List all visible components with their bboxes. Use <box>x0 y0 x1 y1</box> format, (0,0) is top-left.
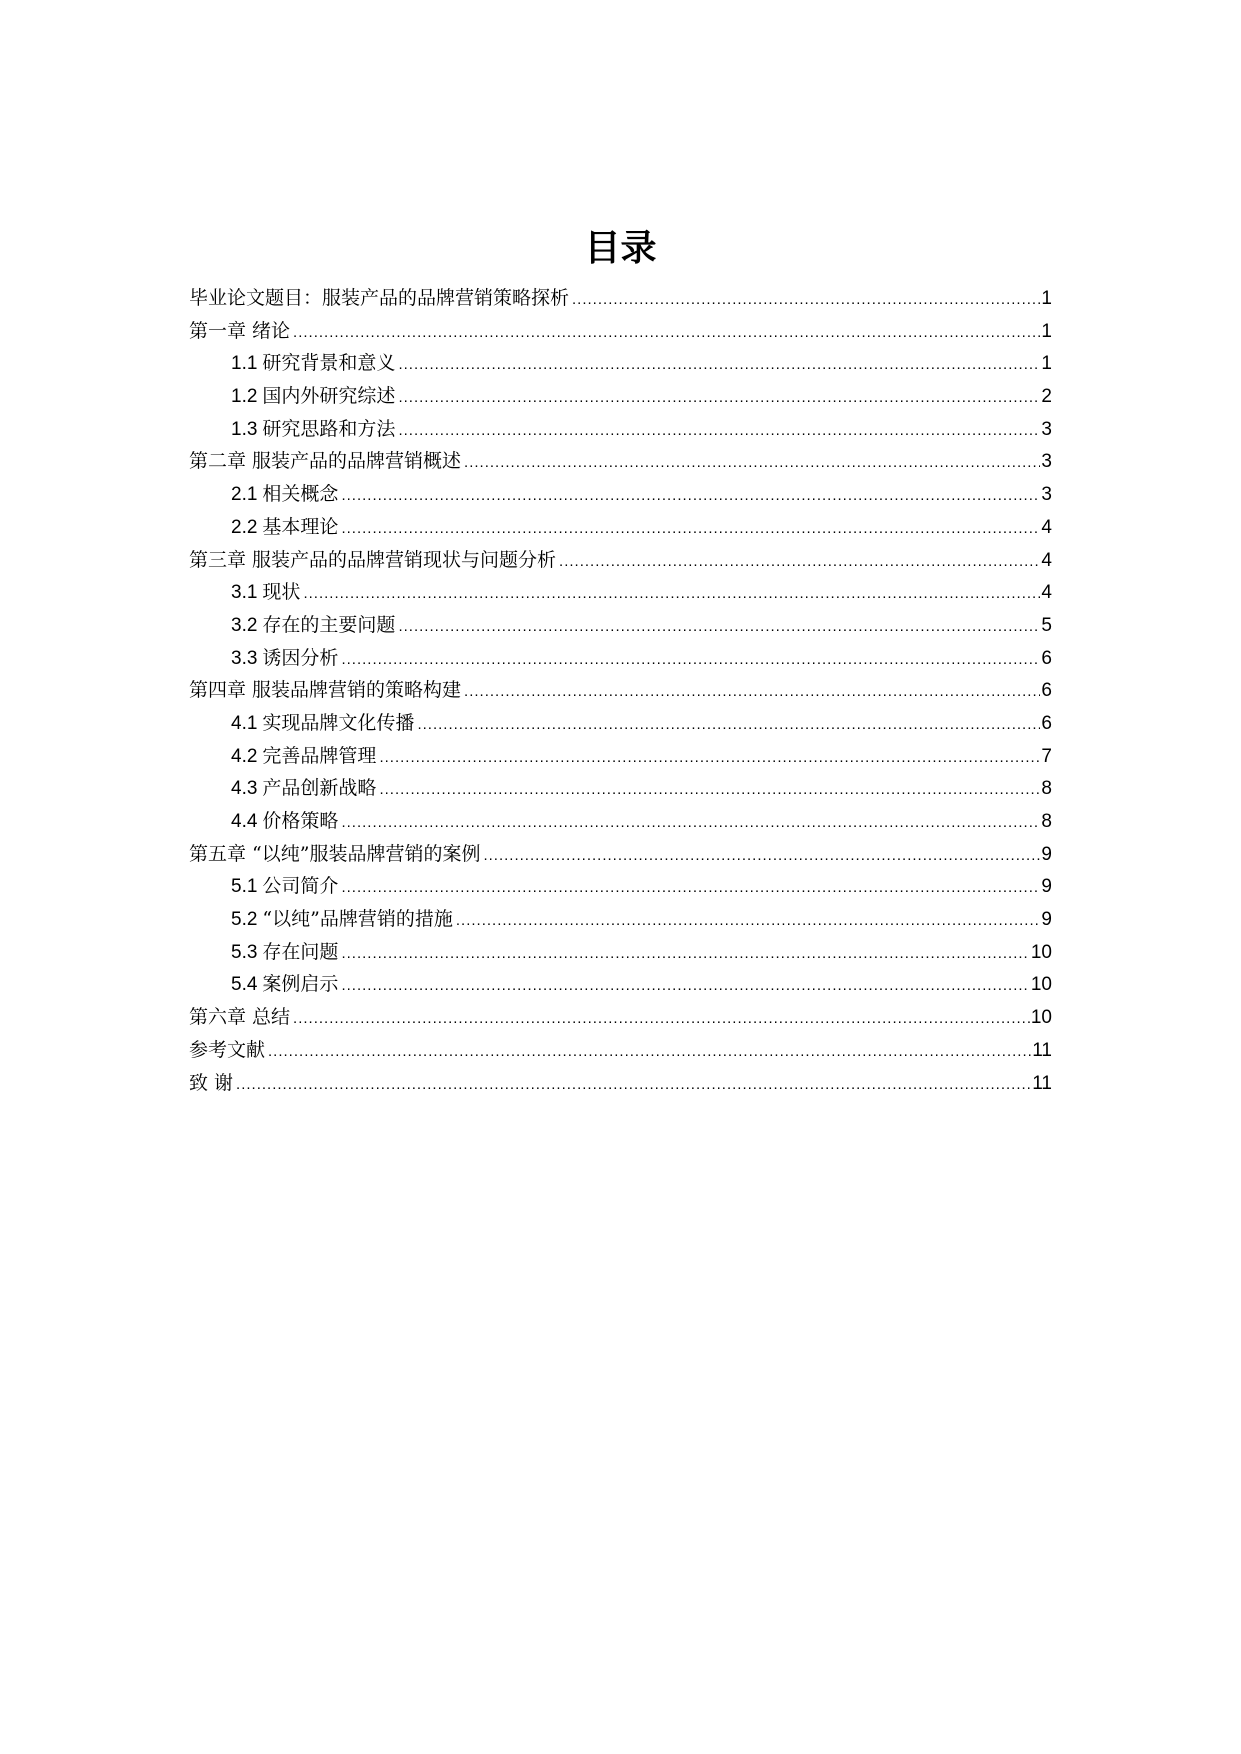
toc-entry[interactable] <box>189 968 1052 1001</box>
toc-section-number: 5.3 <box>231 941 258 963</box>
toc-page-number: 8 <box>1041 778 1052 800</box>
toc-entry-text: 毕业论文题目：服装产品的品牌营销策略探析 <box>189 287 570 309</box>
toc-entry-text: 参考文献 <box>189 1038 266 1061</box>
toc-entry[interactable] <box>189 707 1052 740</box>
toc-section-number: 5.4 <box>231 974 258 996</box>
toc-section-number: 3.1 <box>231 582 258 604</box>
toc-section-number: 1.3 <box>231 418 258 440</box>
toc-entry-text: 实现品牌文化传播 <box>262 711 415 734</box>
toc-section-number: 1.1 <box>231 353 258 375</box>
toc-page-number: 5 <box>1041 614 1052 636</box>
toc-dot-leader <box>236 1069 1031 1102</box>
toc-section-number: 1.2 <box>231 386 258 408</box>
toc-dot-leader <box>417 709 1040 742</box>
toc-page-number: 4 <box>1041 582 1052 604</box>
toc-entry[interactable] <box>189 642 1052 675</box>
toc-dot-leader <box>293 317 1040 350</box>
toc-section-number: 2.1 <box>231 484 258 506</box>
toc-entry-text: 价格策略 <box>262 810 339 832</box>
toc-entry[interactable] <box>189 674 1052 707</box>
toc-entry[interactable] <box>189 347 1052 380</box>
toc-page-number: 1 <box>1041 288 1052 309</box>
toc-page-number: 6 <box>1041 647 1052 669</box>
toc-entry[interactable] <box>189 870 1052 903</box>
toc-entry-text: 研究思路和方法 <box>262 417 396 440</box>
toc-dot-leader <box>341 872 1040 905</box>
toc-dot-leader <box>341 970 1029 1003</box>
toc-entry-text: 完善品牌管理 <box>262 744 377 767</box>
toc-entry-text: 第五章 “以纯”服装品牌营销的案例 <box>189 842 481 865</box>
toc-entry-text: 基本理论 <box>262 515 339 538</box>
toc-dot-leader <box>303 578 1040 611</box>
toc-dot-leader <box>293 1003 1030 1036</box>
toc-section-number: 4.4 <box>231 811 258 832</box>
toc-page-number: 8 <box>1041 811 1052 832</box>
toc-dot-leader <box>341 807 1040 840</box>
toc-dot-leader <box>341 644 1040 677</box>
toc-entry[interactable] <box>189 282 1052 315</box>
toc-section-number: 4.2 <box>231 745 258 767</box>
toc-entry[interactable] <box>189 838 1052 871</box>
toc-dot-leader <box>398 415 1040 448</box>
toc-page-number: 4 <box>1041 516 1052 538</box>
toc-entry[interactable] <box>189 805 1052 838</box>
toc-entry-text: 产品创新战略 <box>262 777 377 800</box>
toc-dot-leader <box>464 447 1040 480</box>
toc-page-number: 4 <box>1041 549 1052 571</box>
toc-entry[interactable] <box>189 478 1052 511</box>
toc-entry-text: 第四章 服装品牌营销的策略构建 <box>189 679 462 702</box>
toc-entry-text: 第三章 服装产品的品牌营销现状与问题分析 <box>189 548 557 571</box>
toc-dot-leader <box>483 840 1040 873</box>
toc-entry[interactable] <box>189 315 1052 348</box>
toc-dot-leader <box>268 1036 1031 1069</box>
toc-entry-text: 诱因分析 <box>262 646 339 669</box>
toc-page-number: 3 <box>1041 418 1052 440</box>
toc-page-number: 1 <box>1041 353 1052 375</box>
toc-entry-text: 研究背景和意义 <box>262 352 396 375</box>
toc-page-number: 6 <box>1041 712 1052 734</box>
toc-entry-text: 公司简介 <box>262 875 339 898</box>
toc-entry[interactable] <box>189 511 1052 544</box>
toc-entry[interactable] <box>189 936 1052 969</box>
toc-entry[interactable] <box>189 1001 1052 1034</box>
toc-entry[interactable] <box>189 445 1052 478</box>
toc-entry[interactable] <box>189 740 1052 773</box>
toc-entry[interactable] <box>189 413 1052 446</box>
toc-page-number: 10 <box>1030 974 1052 996</box>
toc-entry-text: 相关概念 <box>262 483 339 506</box>
toc-dot-leader <box>341 480 1040 513</box>
toc-entry[interactable] <box>189 576 1052 609</box>
toc-entry-text: 现状 <box>262 581 301 604</box>
toc-page-number: 1 <box>1041 320 1052 342</box>
toc-entry[interactable] <box>189 903 1052 936</box>
toc-dot-leader <box>398 611 1040 644</box>
toc-dot-leader <box>456 905 1041 938</box>
toc-page-number: 6 <box>1041 680 1052 702</box>
toc-entry-text: 第六章 总结 <box>189 1006 291 1029</box>
toc-entry[interactable] <box>189 1034 1052 1067</box>
toc-page-number: 7 <box>1041 745 1052 767</box>
toc-page-number: 11 <box>1032 1039 1052 1061</box>
toc-dot-leader <box>341 938 1029 971</box>
toc-section-number: 3.2 <box>231 614 258 636</box>
toc-page-number: 11 <box>1032 1072 1052 1094</box>
table-of-contents <box>189 282 1052 1099</box>
toc-page-number: 9 <box>1041 909 1052 931</box>
toc-page-number: 10 <box>1030 941 1052 963</box>
toc-entry[interactable] <box>189 380 1052 413</box>
toc-dot-leader <box>398 382 1040 415</box>
toc-section-number: 4.1 <box>231 712 258 734</box>
toc-section-number: 4.3 <box>231 778 258 800</box>
toc-dot-leader <box>379 742 1040 775</box>
toc-dot-leader <box>464 676 1040 709</box>
toc-page-number: 9 <box>1041 876 1052 898</box>
toc-page-number: 9 <box>1041 843 1052 865</box>
toc-entry-text: 国内外研究综述 <box>262 385 396 408</box>
toc-page-number: 2 <box>1041 386 1052 408</box>
toc-entry[interactable] <box>189 1067 1052 1100</box>
toc-entry-text: 存在问题 <box>262 940 339 963</box>
toc-section-number: 2.2 <box>231 516 258 538</box>
toc-entry-text: 存在的主要问题 <box>262 613 396 636</box>
toc-page-number: 3 <box>1041 484 1052 506</box>
toc-entry-text: 致 谢 <box>189 1071 234 1094</box>
toc-page-number: 3 <box>1041 451 1052 473</box>
toc-dot-leader <box>559 546 1040 579</box>
toc-dot-leader <box>341 513 1040 546</box>
toc-entry-text: 第一章 绪论 <box>189 319 291 342</box>
toc-entry[interactable] <box>189 544 1052 577</box>
toc-entry[interactable] <box>189 609 1052 642</box>
toc-section-number: 5.2 <box>231 909 258 931</box>
toc-page-number: 10 <box>1030 1007 1052 1029</box>
toc-dot-leader <box>572 284 1040 317</box>
toc-dot-leader <box>379 774 1040 807</box>
toc-entry-text: “以纯”品牌营销的措施 <box>262 908 453 931</box>
toc-entry-text: 第二章 服装产品的品牌营销概述 <box>189 450 462 473</box>
toc-entry-text: 案例启示 <box>262 973 339 996</box>
toc-section-number: 5.1 <box>231 876 258 898</box>
toc-section-number: 3.3 <box>231 647 258 669</box>
toc-entry[interactable] <box>189 772 1052 805</box>
page-title: 目录 <box>584 228 657 269</box>
toc-dot-leader <box>398 349 1040 382</box>
